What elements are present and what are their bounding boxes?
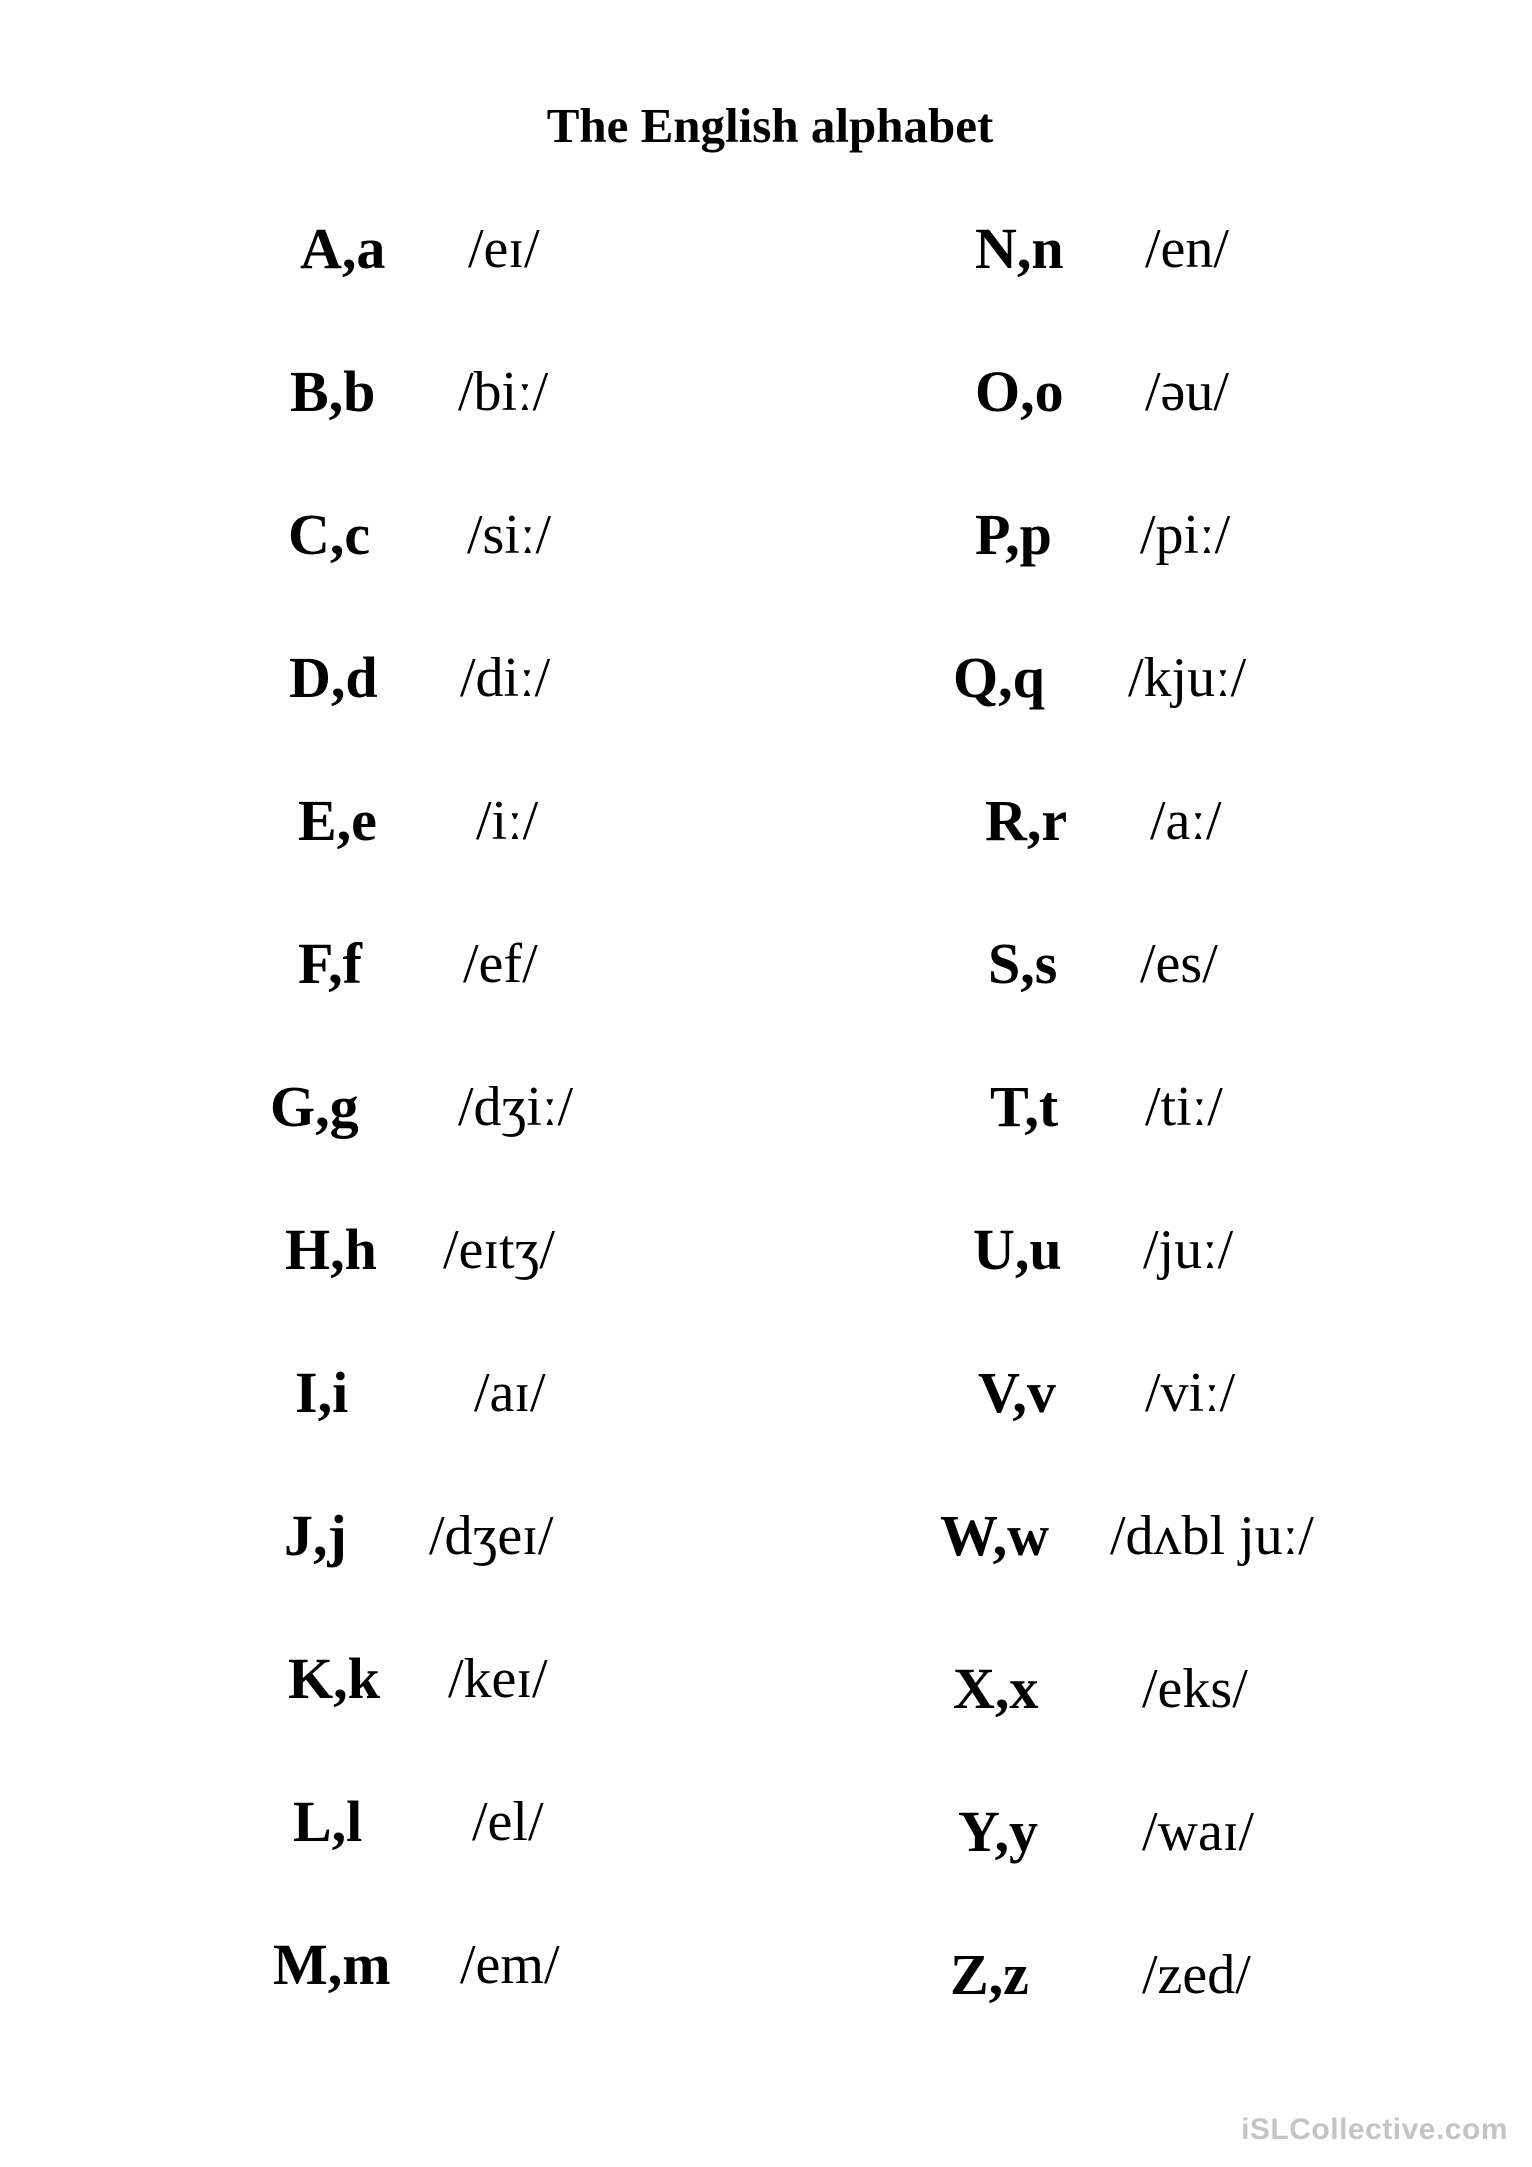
letter-n: N,n bbox=[975, 216, 1064, 281]
ipa-v: /viː/ bbox=[1145, 1362, 1236, 1424]
ipa-t: /tiː/ bbox=[1145, 1076, 1223, 1138]
ipa-d: /diː/ bbox=[460, 647, 551, 709]
letter-t: T,t bbox=[990, 1074, 1059, 1139]
letter-y: Y,y bbox=[958, 1799, 1039, 1864]
site-watermark: iSLCollective.com bbox=[1241, 2113, 1508, 2146]
letter-f: F,f bbox=[298, 931, 362, 996]
letter-d: D,d bbox=[289, 645, 378, 710]
ipa-m: /em/ bbox=[460, 1934, 560, 1996]
ipa-p: /piː/ bbox=[1140, 504, 1231, 566]
ipa-n: /en/ bbox=[1145, 218, 1229, 280]
ipa-a: /eɪ/ bbox=[468, 218, 540, 280]
letter-i: I,i bbox=[295, 1360, 349, 1425]
ipa-l: /el/ bbox=[472, 1791, 544, 1853]
ipa-q: /kjuː/ bbox=[1128, 647, 1247, 709]
letter-j: J,j bbox=[284, 1503, 347, 1568]
letter-u: U,u bbox=[973, 1217, 1062, 1282]
letter-w: W,w bbox=[940, 1503, 1050, 1568]
letter-p: P,p bbox=[975, 502, 1052, 567]
ipa-u: /juː/ bbox=[1143, 1219, 1234, 1281]
ipa-b: /biː/ bbox=[458, 361, 549, 423]
ipa-w: /dʌbl juː/ bbox=[1110, 1505, 1314, 1567]
letter-m: M,m bbox=[273, 1932, 391, 1997]
ipa-s: /es/ bbox=[1140, 933, 1218, 995]
letter-v: V,v bbox=[978, 1360, 1056, 1425]
page-title: The English alphabet bbox=[546, 98, 994, 153]
ipa-c: /siː/ bbox=[467, 504, 552, 566]
ipa-h: /eɪtʒ/ bbox=[443, 1219, 555, 1281]
ipa-g: /dʒiː/ bbox=[458, 1076, 574, 1138]
ipa-i: /aɪ/ bbox=[474, 1362, 546, 1424]
letter-b: B,b bbox=[290, 359, 376, 424]
ipa-k: /keɪ/ bbox=[448, 1648, 548, 1710]
ipa-r: /aː/ bbox=[1150, 790, 1222, 852]
letter-r: R,r bbox=[985, 788, 1068, 853]
ipa-x: /eks/ bbox=[1142, 1658, 1248, 1720]
letter-q: Q,q bbox=[953, 645, 1045, 710]
ipa-j: /dʒeɪ/ bbox=[429, 1505, 554, 1567]
ipa-f: /ef/ bbox=[463, 933, 538, 995]
letter-h: H,h bbox=[285, 1217, 377, 1282]
ipa-e: /iː/ bbox=[476, 790, 539, 852]
letter-o: O,o bbox=[975, 359, 1064, 424]
letter-e: E,e bbox=[298, 788, 377, 853]
letter-l: L,l bbox=[293, 1789, 363, 1854]
letter-c: C,c bbox=[288, 502, 371, 567]
letter-a: A,a bbox=[300, 216, 386, 281]
letter-s: S,s bbox=[988, 931, 1058, 996]
letter-z: Z,z bbox=[950, 1942, 1029, 2007]
letter-g: G,g bbox=[270, 1074, 359, 1139]
ipa-y: /waɪ/ bbox=[1142, 1801, 1254, 1863]
ipa-z: /zed/ bbox=[1142, 1944, 1251, 2006]
ipa-o: /əu/ bbox=[1145, 361, 1229, 423]
letter-x: X,x bbox=[953, 1656, 1039, 1721]
letter-k: K,k bbox=[288, 1646, 380, 1711]
